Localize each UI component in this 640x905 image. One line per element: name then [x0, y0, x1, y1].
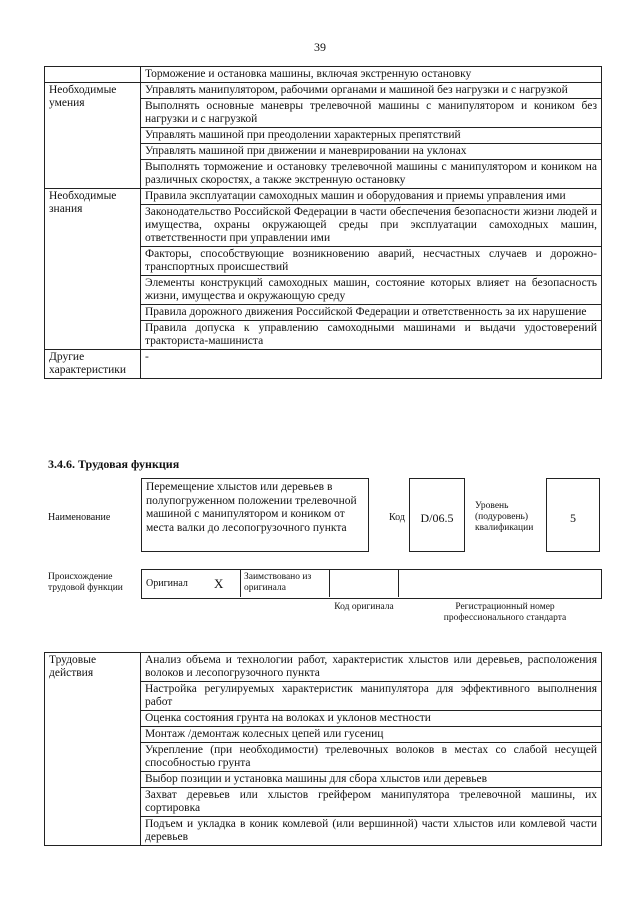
- code-label: Код: [389, 512, 405, 523]
- table-row: Управлять машиной при движении и маневрировании на уклонах: [141, 144, 602, 160]
- table-row: Элементы конструкций самоходных машин, состояние которых влияет на безопасность жизни, имущества и окружающую среду: [141, 276, 602, 305]
- knowledge-label: Необходимые знания: [45, 189, 141, 350]
- table-row: Правила дорожного движения Российской Федерации и ответственность за их нарушение: [141, 305, 602, 321]
- table-row: Укрепление (при необходимости) трелевочных волоков в местах со слабой несущей способностью грунта: [141, 743, 602, 772]
- table-row: Правила эксплуатации самоходных машин и оборудования и приемы управления ими: [141, 189, 602, 205]
- table-row: Подъем и укладка в коник комлевой (или вершинной) части хлыстов или комлевой части деревьев: [141, 817, 602, 846]
- table-row: Оценка состояния грунта на волоках и уклонов местности: [141, 711, 602, 727]
- divider: [398, 569, 399, 597]
- other-label: Другие характеристики: [45, 350, 141, 379]
- original-label: Оригинал: [146, 578, 188, 589]
- name-label: Наименование: [48, 512, 111, 523]
- table-row: Монтаж /демонтаж колесных цепей или гусениц: [141, 727, 602, 743]
- function-name: Перемещение хлыстов или деревьев в полупогруженном положении трелевочной машиной с манипулятором и коником от места валки до лесопогрузочного пункта: [141, 478, 369, 552]
- actions-label: Трудовые действия: [45, 653, 141, 846]
- table-row: Правила допуска к управлению самоходными машинами и выдачи удостоверений тракториста-машиниста: [141, 321, 602, 350]
- table-row: Выполнять торможение и остановку трелевочной машины с манипулятором и коником на различных скоростях, а также экстренную остановку: [141, 160, 602, 189]
- section-title: 3.4.6. Трудовая функция: [48, 457, 180, 471]
- table-row: Управлять машиной при преодолении характерных препятствий: [141, 128, 602, 144]
- code-original-caption: Код оригинала: [334, 602, 394, 612]
- level-label: Уровень (подуровень) квалификации: [475, 501, 534, 533]
- level-value: 5: [546, 478, 600, 552]
- table-row: Захват деревьев или хлыстов грейфером манипулятора трелевочной машины, их сортировка: [141, 788, 602, 817]
- origin-row: [141, 569, 602, 599]
- table-row: Выбор позиции и установка машины для сбора хлыстов или деревьев: [141, 772, 602, 788]
- table-row: Управлять манипулятором, рабочими органами и машиной без нагрузки и с нагрузкой: [141, 83, 602, 99]
- table-row: Настройка регулируемых характеристик манипулятора для эффективного выполнения работ: [141, 682, 602, 711]
- borrowed-label: Заимствовано из оригинала: [244, 572, 312, 593]
- original-mark: X: [214, 576, 224, 591]
- table-row: Факторы, способствующие возникновению аварий, несчастных случаев и дорожно-транспортных происшествий: [141, 247, 602, 276]
- reg-number-caption: Регистрационный номер профессионального стандарта: [443, 602, 567, 623]
- table-row: Законодательство Российской Федерации в части обеспечения безопасности жизни людей и имущества, охраны окружающей среды при эксплуатации самоходных машин, ответственности при управлении ими: [141, 205, 602, 247]
- other-value: -: [141, 350, 602, 379]
- work-actions-table: [44, 652, 602, 846]
- divider: [329, 569, 330, 597]
- skills-label: Необходимые умения: [45, 83, 141, 189]
- divider: [240, 569, 241, 597]
- origin-label: Происхождение трудовой функции: [48, 572, 123, 593]
- table-row: Выполнять основные маневры трелевочной машины с манипулятором и коником без нагрузки и с нагрузкой: [141, 99, 602, 128]
- empty-cell: [45, 67, 141, 83]
- skills-knowledge-table: [44, 66, 602, 379]
- code-value: D/06.5: [409, 478, 465, 552]
- table-row: Торможение и остановка машины, включая экстренную остановку: [141, 67, 602, 83]
- table-row: Анализ объема и технологии работ, характеристик хлыстов или деревьев, расположения волоков и лесопогрузочного пункта: [141, 653, 602, 682]
- page-number: 39: [314, 40, 326, 54]
